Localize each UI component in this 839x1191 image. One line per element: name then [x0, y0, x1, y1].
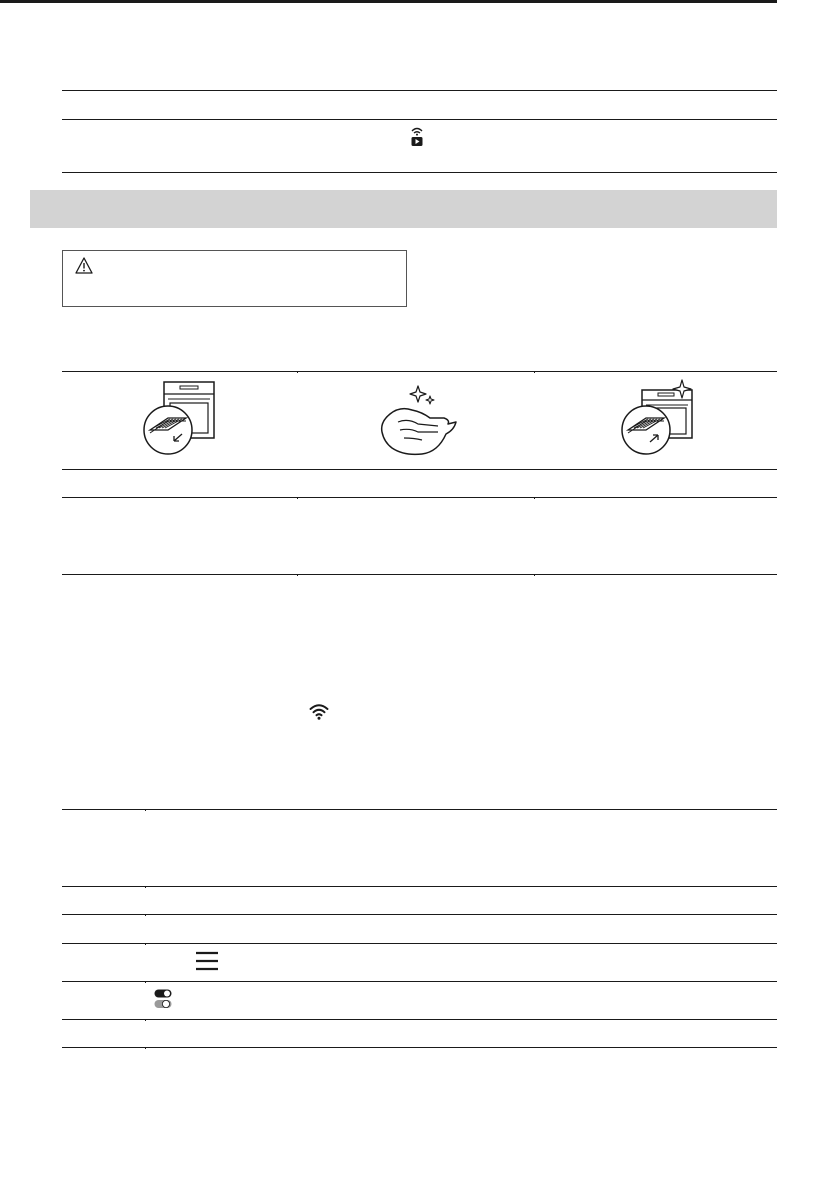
column-divider [145, 1019, 146, 1021]
table-rule [62, 943, 777, 944]
remote-start-icon [409, 126, 425, 146]
table-rule [62, 90, 777, 91]
column-divider [297, 574, 298, 576]
column-divider [297, 497, 298, 499]
table-rule [62, 469, 777, 470]
column-divider [145, 981, 146, 983]
oven-remove-tray-icon [138, 380, 218, 458]
table-rule [62, 914, 777, 915]
column-divider [297, 371, 298, 373]
table-rule [62, 574, 777, 575]
table-rule [62, 1047, 777, 1048]
column-divider [534, 371, 535, 373]
column-divider [145, 1047, 146, 1049]
toggle-switch-icon [154, 989, 172, 1009]
table-rule [62, 886, 777, 887]
column-divider [145, 809, 146, 811]
wifi-icon [309, 703, 329, 720]
table-rule [62, 172, 777, 173]
oven-insert-tray-icon [620, 378, 700, 458]
table-rule [62, 981, 777, 982]
column-divider [534, 497, 535, 499]
section-heading-band [30, 190, 777, 228]
column-divider [145, 914, 146, 916]
table-rule [62, 809, 777, 810]
cleaning-cloth-sparkle-icon [378, 382, 462, 460]
table-rule [62, 119, 777, 120]
table-rule [62, 1019, 777, 1020]
table-rule [62, 497, 777, 498]
page-top-border [0, 0, 777, 3]
table-rule [62, 371, 777, 372]
column-divider [145, 943, 146, 945]
column-divider [145, 886, 146, 888]
warning-icon [75, 257, 93, 274]
column-divider [534, 574, 535, 576]
hamburger-menu-icon [196, 951, 218, 971]
warning-box [62, 250, 407, 307]
